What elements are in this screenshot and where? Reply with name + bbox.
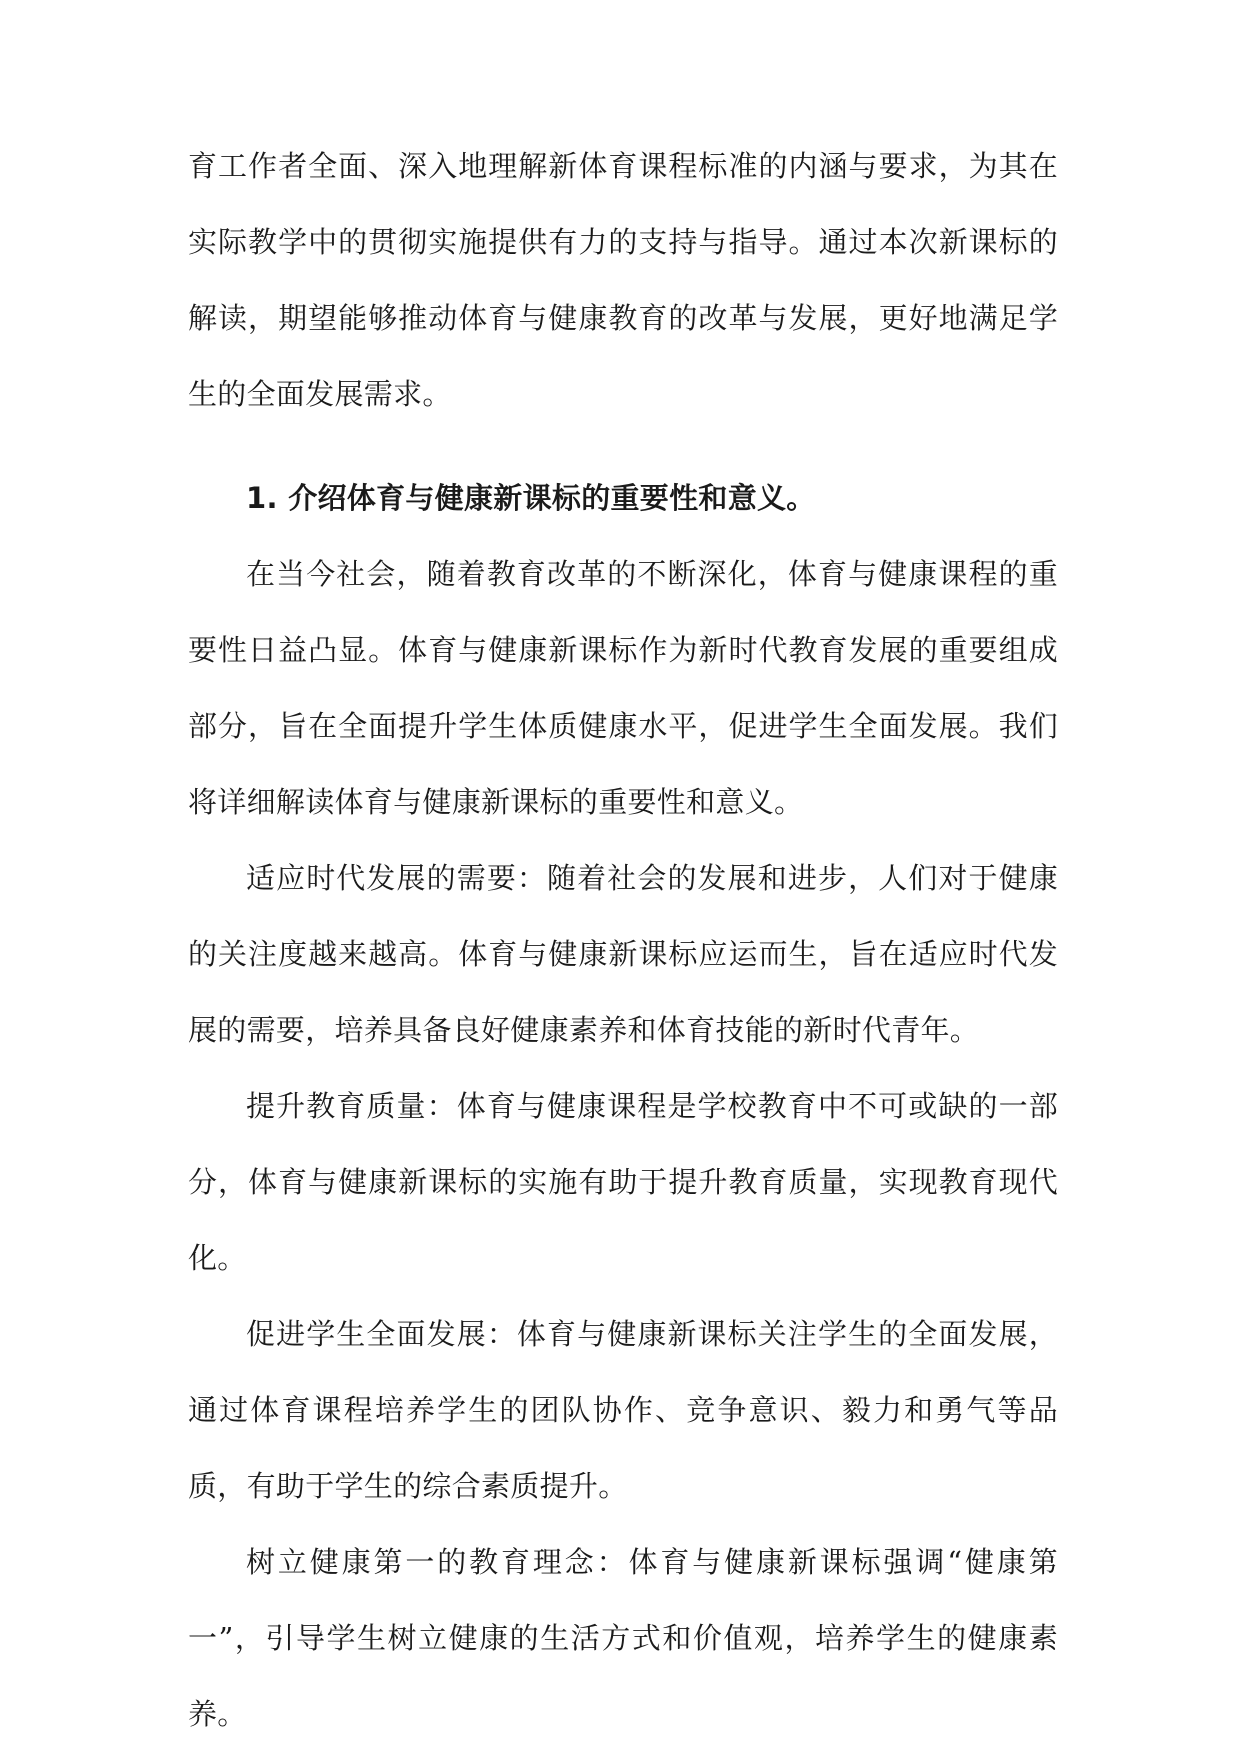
paragraph-development: 促进学生全面发展：体育与健康新课标关注学生的全面发展，通过体育课程培养学生的团队协作、竞争意识、毅力和勇气等品质，有助于学生的综合素质提升。 — [188, 1317, 1058, 1503]
document-body — [188, 128, 1058, 1752]
paragraph-quality: 提升教育质量：体育与健康课程是学校教育中不可或缺的一部分，体育与健康新课标的实施有助于提升教育质量，实现教育现代化。 — [188, 1089, 1058, 1275]
paragraph-health-first: 树立健康第一的教育理念：体育与健康新课标强调“健康第一”，引导学生树立健康的生活方式和价值观，培养学生的健康素养。 — [188, 1545, 1058, 1731]
paragraph-importance: 在当今社会，随着教育改革的不断深化，体育与健康课程的重要性日益凸显。体育与健康新课标作为新时代教育发展的重要组成部分，旨在全面提升学生体质健康水平，促进学生全面发展。我们将详细解读体育与健康新课标的重要性和意义。 — [188, 557, 1058, 819]
section-heading: 1. 介绍体育与健康新课标的重要性和意义。 — [246, 481, 816, 515]
intro-paragraph: 育工作者全面、深入地理解新体育课程标准的内涵与要求，为其在实际教学中的贯彻实施提供有力的支持与指导。通过本次新课标的解读，期望能够推动体育与健康教育的改革与发展，更好地满足学生的全面发展需求。 — [188, 149, 1058, 411]
paragraph-times: 适应时代发展的需要：随着社会的发展和进步，人们对于健康的关注度越来越高。体育与健康新课标应运而生，旨在适应时代发展的需要，培养具备良好健康素养和体育技能的新时代青年。 — [188, 861, 1058, 1047]
